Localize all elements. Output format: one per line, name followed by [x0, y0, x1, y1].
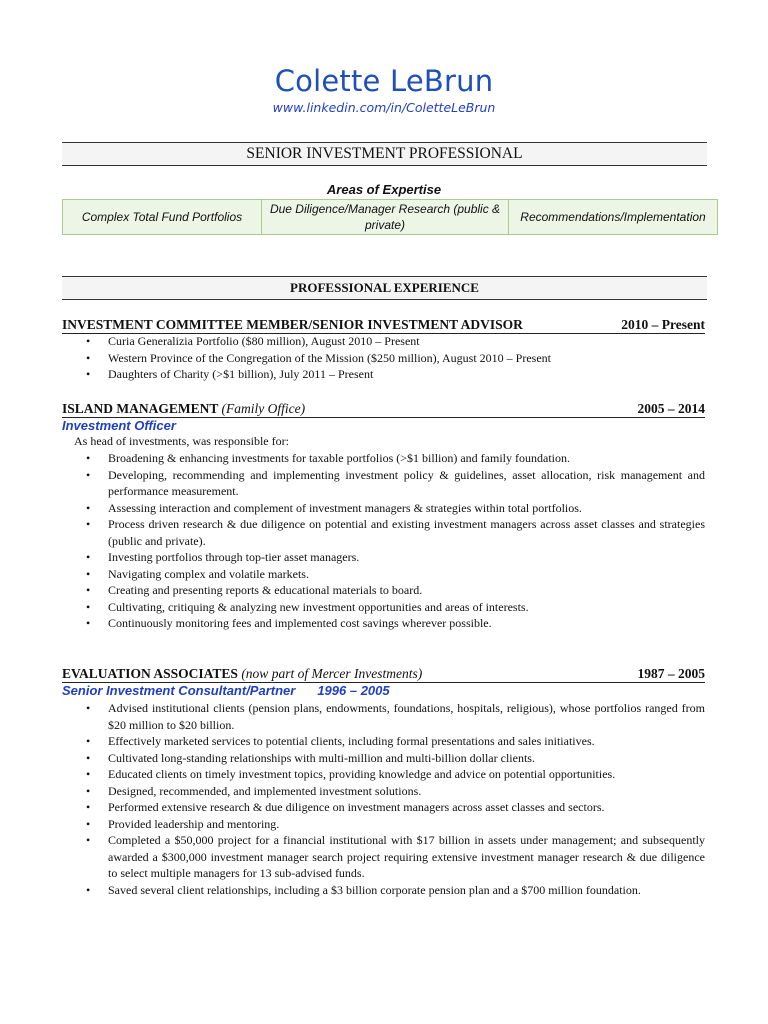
- areas-of-expertise-heading: Areas of Expertise: [326, 182, 442, 197]
- list-item: • Continuously monitoring fees and implemented cost savings wherever possible.: [62, 615, 705, 632]
- job-title: INVESTMENT COMMITTEE MEMBER/SENIOR INVESTMENT ADVISOR: [62, 317, 523, 332]
- job-position-years: 1996 – 2005: [317, 683, 390, 698]
- list-item: • Daughters of Charity (>$1 billion), July 2011 – Present: [62, 366, 705, 383]
- job-position-line: [62, 683, 390, 698]
- list-item: • Navigating complex and volatile markets.: [62, 566, 705, 583]
- list-item: • Completed a $50,000 project for a financial institutional with $17 billion in assets under management; and subsequently awarded a $300,000 investment manager search project requiring extensive investment manager research & due diligence to select multiple managers for 13 sub-advised funds.: [62, 832, 705, 882]
- list-item: • Western Province of the Congregation of the Mission ($250 million), August 2010 – Present: [62, 350, 705, 367]
- job-position: Investment Officer: [62, 418, 176, 433]
- list-item: • Curia Generalizia Portfolio ($80 million), August 2010 – Present: [62, 333, 705, 350]
- job-dates: 1987 – 2005: [632, 666, 706, 682]
- job-header: [62, 401, 705, 418]
- linkedin-link[interactable]: www.linkedin.com/in/ColetteLeBrun: [272, 100, 496, 115]
- job-note: (now part of Mercer Investments): [241, 666, 423, 681]
- areas-of-expertise-table: [62, 199, 718, 235]
- job-note: (Family Office): [221, 401, 306, 416]
- experience-heading: PROFESSIONAL EXPERIENCE: [62, 276, 707, 300]
- job-bullet-list: [62, 333, 705, 383]
- job-intro: As head of investments, was responsible for:: [74, 434, 289, 448]
- list-item: • Saved several client relationships, including a $3 billion corporate pension plan and a $700 million foundation.: [62, 882, 705, 899]
- list-item: • Designed, recommended, and implemented investment solutions.: [62, 783, 705, 800]
- list-item: • Effectively marketed services to potential clients, including formal presentations and sales initiatives.: [62, 733, 705, 750]
- list-item: • Creating and presenting reports & educational materials to board.: [62, 582, 705, 599]
- expertise-item: Due Diligence/Manager Research (public & private): [262, 200, 509, 235]
- list-item: • Investing portfolios through top-tier asset managers.: [62, 549, 705, 566]
- job-header: [62, 666, 705, 683]
- list-item: • Cultivated long-standing relationships with multi-million and multi-billion dollar clients.: [62, 750, 705, 767]
- job-title: EVALUATION ASSOCIATES: [62, 666, 238, 681]
- job-header: [62, 317, 705, 334]
- job-dates: 2010 – Present: [615, 317, 705, 333]
- job-dates: 2005 – 2014: [632, 401, 706, 417]
- expertise-item: Complex Total Fund Portfolios: [63, 200, 262, 235]
- professional-title: SENIOR INVESTMENT PROFESSIONAL: [62, 142, 707, 166]
- list-item: • Advised institutional clients (pension plans, endowments, foundations, hospitals, religious), whose portfolios ranged from $20 million to $20 billion.: [62, 700, 705, 733]
- list-item: • Assessing interaction and complement of investment managers & strategies within total portfolios.: [62, 500, 705, 517]
- job-title: ISLAND MANAGEMENT: [62, 401, 219, 416]
- list-item: • Developing, recommending and implementing investment policy & guidelines, asset allocation, risk management and performance measurement.: [62, 467, 705, 500]
- job-bullet-list: [62, 700, 705, 898]
- candidate-name: Colette LeBrun: [274, 64, 494, 98]
- job-position: Senior Investment Consultant/Partner: [62, 683, 296, 698]
- list-item: • Performed extensive research & due diligence on investment managers across asset classes and sectors.: [62, 799, 705, 816]
- list-item: • Provided leadership and mentoring.: [62, 816, 705, 833]
- list-item: • Process driven research & due diligence on potential and existing investment managers across asset classes and strategies (public and private).: [62, 516, 705, 549]
- job-bullet-list: [62, 450, 705, 632]
- list-item: • Educated clients on timely investment topics, providing knowledge and advice on potential opportunities.: [62, 766, 705, 783]
- expertise-item: Recommendations/Implementation: [509, 200, 718, 235]
- list-item: • Broadening & enhancing investments for taxable portfolios (>$1 billion) and family foundation.: [62, 450, 705, 467]
- list-item: • Cultivating, critiquing & analyzing new investment opportunities and areas of interests.: [62, 599, 705, 616]
